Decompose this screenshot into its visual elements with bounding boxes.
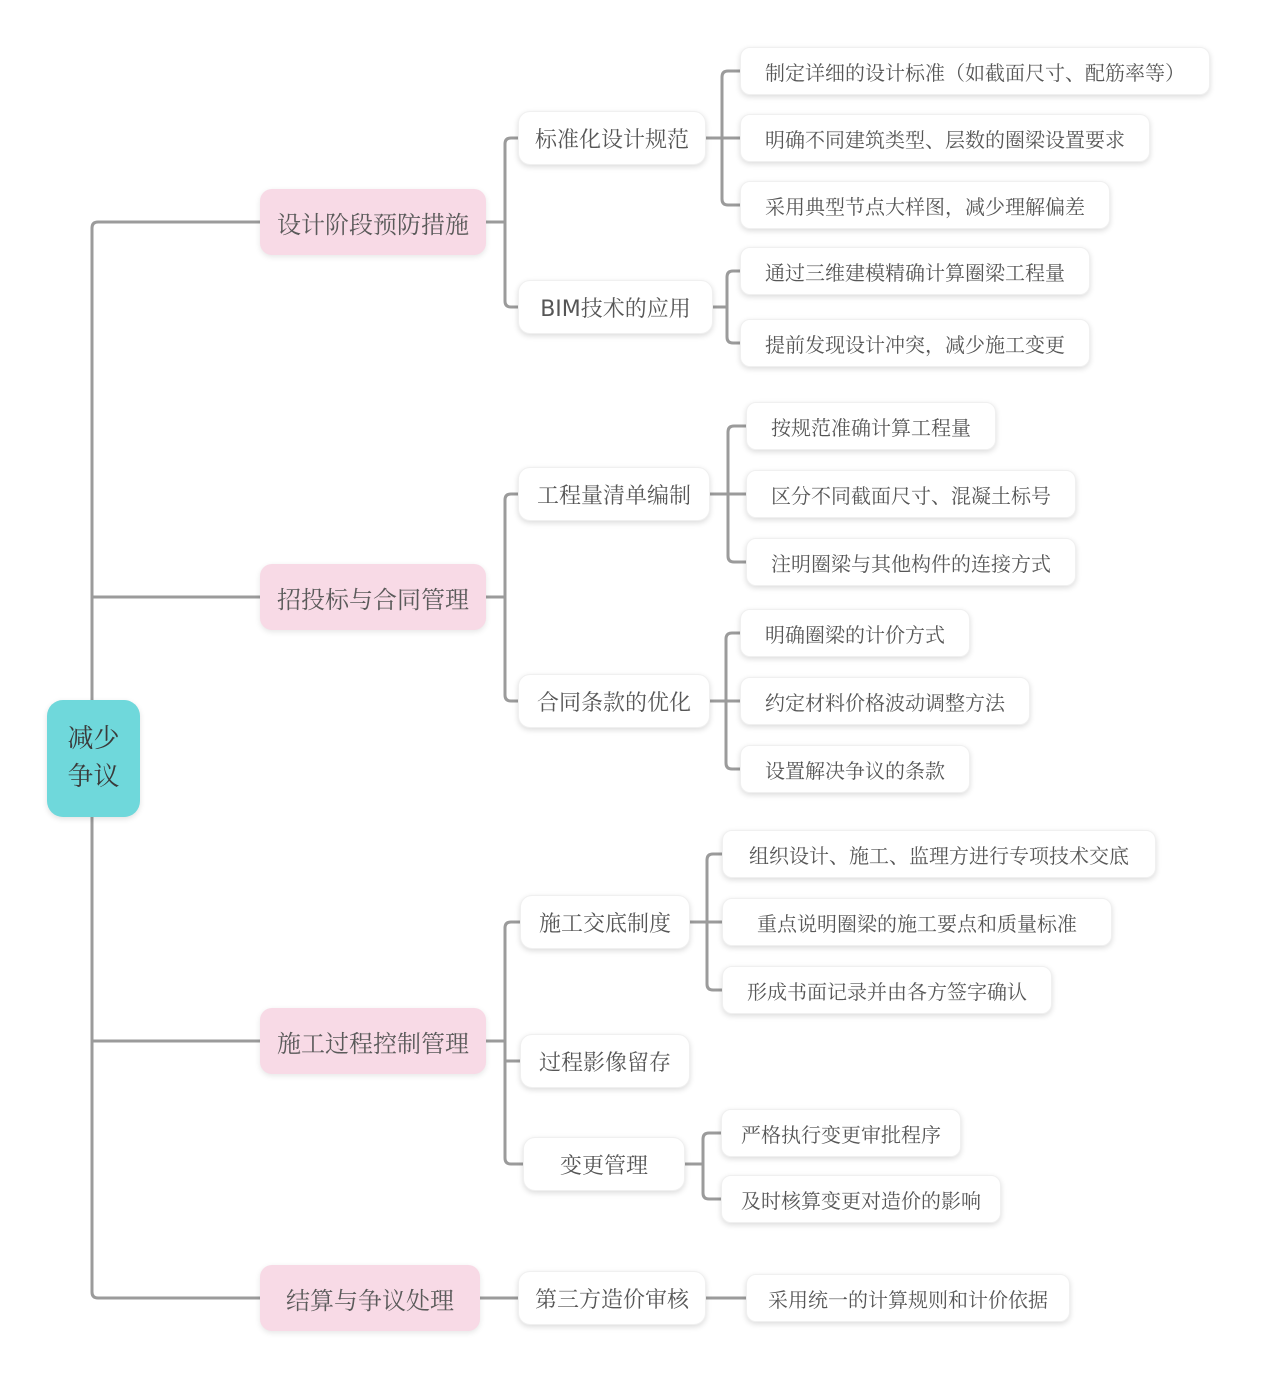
root-label-line2: 争议: [67, 761, 120, 792]
node-standardized-design-spec[interactable]: 标准化设计规范: [518, 111, 706, 165]
node-bim-application[interactable]: BIM技术的应用: [518, 280, 713, 334]
leaf-distinguish-sections-grades[interactable]: 区分不同截面尺寸、混凝土标号: [746, 470, 1076, 518]
node-bidding-contract-management[interactable]: 招投标与合同管理: [260, 564, 486, 630]
root-label-line1: 减少: [67, 723, 120, 754]
leaf-clarify-pricing-method[interactable]: 明确圈梁的计价方式: [740, 609, 970, 657]
node-process-image-retention[interactable]: 过程影像留存: [520, 1034, 690, 1088]
leaf-written-records-signed[interactable]: 形成书面记录并由各方签字确认: [722, 966, 1052, 1014]
node-contract-terms-optimization[interactable]: 合同条款的优化: [518, 674, 710, 728]
node-construction-process-control[interactable]: 施工过程控制管理: [260, 1008, 486, 1074]
leaf-detailed-design-standards[interactable]: 制定详细的设计标准（如截面尺寸、配筋率等）: [740, 47, 1210, 95]
leaf-dispute-resolution-clauses[interactable]: 设置解决争议的条款: [740, 745, 970, 793]
node-boq-preparation[interactable]: 工程量清单编制: [518, 467, 710, 521]
leaf-technical-disclosure-meeting[interactable]: 组织设计、施工、监理方进行专项技术交底: [722, 830, 1156, 878]
node-reduce-disputes[interactable]: [47, 700, 140, 817]
leaf-typical-node-detail-drawings[interactable]: 采用典型节点大样图，减少理解偏差: [740, 181, 1110, 229]
node-change-management[interactable]: 变更管理: [523, 1137, 685, 1191]
leaf-note-connection-methods[interactable]: 注明圈梁与其他构件的连接方式: [746, 538, 1076, 586]
node-settlement-dispute-handling[interactable]: 结算与争议处理: [260, 1265, 480, 1331]
leaf-unified-calc-rules[interactable]: 采用统一的计算规则和计价依据: [746, 1274, 1070, 1322]
node-design-stage-prevention[interactable]: 设计阶段预防措施: [260, 189, 486, 255]
leaf-calc-per-spec[interactable]: 按规范准确计算工程量: [746, 402, 996, 450]
node-construction-disclosure-system[interactable]: 施工交底制度: [520, 895, 690, 949]
leaf-price-fluctuation-adjustment[interactable]: 约定材料价格波动调整方法: [740, 677, 1030, 725]
node-third-party-cost-review[interactable]: 第三方造价审核: [518, 1271, 706, 1325]
leaf-timely-cost-impact-check[interactable]: 及时核算变更对造价的影响: [721, 1175, 1001, 1223]
leaf-early-conflict-detection[interactable]: 提前发现设计冲突，减少施工变更: [740, 319, 1090, 367]
leaf-3d-modeling-quantity[interactable]: 通过三维建模精确计算圈梁工程量: [740, 247, 1090, 295]
leaf-strict-change-approval[interactable]: 严格执行变更审批程序: [721, 1109, 961, 1157]
leaf-explain-key-points-quality[interactable]: 重点说明圈梁的施工要点和质量标准: [722, 898, 1112, 946]
leaf-ring-beam-requirements[interactable]: 明确不同建筑类型、层数的圈梁设置要求: [740, 114, 1150, 162]
